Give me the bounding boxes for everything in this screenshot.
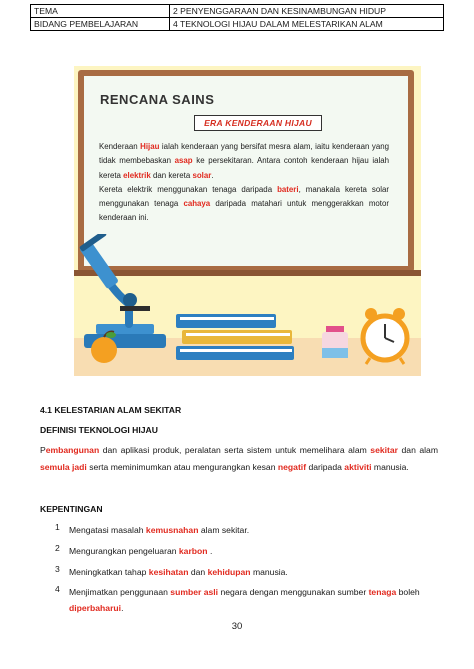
text-run: dan [188,567,208,577]
importance-heading: KEPENTINGAN [40,504,103,514]
page-number: 30 [231,621,243,632]
text-run: ke persekitaran. Antara contoh kenderaan hijau ialah kereta [99,156,389,180]
highlighted-term: solar [192,170,212,180]
highlighted-term: sekitar [370,445,399,455]
text-run: boleh [396,587,420,597]
highlighted-term: sumber asli [170,587,219,597]
header-row [31,18,444,31]
header-label: TEMA [31,5,170,18]
highlighted-term: semula jadi [40,462,87,472]
list-number: 4 [55,584,60,594]
text-run: Mengatasi masalah [69,525,146,535]
board-banner [194,115,322,131]
text-run: Kenderaan [99,142,141,151]
text-run: . [207,546,213,556]
text-run: . [211,170,214,180]
highlighted-term: kemusnahan [145,525,199,535]
highlighted-term: embangunan [45,445,100,455]
apple-illustration [84,330,124,364]
board-body [99,140,389,226]
list-text [69,584,439,616]
highlighted-term: diperbaharui [69,603,122,613]
list-number: 2 [55,543,60,553]
highlighted-term: elektrik [123,170,151,180]
books-illustration [176,314,306,364]
text-run: Kereta elektrik menggunakan tenaga daripada [99,184,278,194]
text-run: serta meminimumkan atau mengurangkan kesan [86,462,278,472]
highlighted-term: karbon [178,546,208,556]
definition-paragraph [40,442,438,476]
text-run: negara dengan menggunakan sumber [218,587,369,597]
text-run: Meningkatkan tahap [69,567,149,577]
board-banner-text: ERA KENDERAAN HIJAU [204,118,312,128]
highlighted-term: Hijau [140,142,160,151]
text-run: manusia. [250,567,288,577]
text-run: daripada [306,462,345,472]
list-number: 1 [55,522,60,532]
text-run: alam sekitar. [198,525,250,535]
text-run: manusia. [371,462,409,472]
highlighted-term: kehidupan [207,567,251,577]
list-text [69,543,439,559]
text-run: Mengurangkan pengeluaran [69,546,179,556]
list-text [69,564,439,580]
text-run: daripada matahari untuk menggerakkan motor kenderaan ini. [99,199,389,223]
highlighted-term: aktiviti [344,462,372,472]
highlighted-term: tenaga [368,587,397,597]
highlighted-term: negatif [277,462,307,472]
list-number: 3 [55,564,60,574]
text-run: ialah kenderaan yang bersifat mesra alam, iaitu kenderaan yang tidak membebaskan [99,142,389,166]
definition-heading: DEFINISI TEKNOLOGI HIJAU [40,425,158,435]
header-row [31,5,444,18]
highlighted-term: cahaya [183,199,211,209]
header-label: BIDANG PEMBELAJARAN [31,18,170,31]
text-run: . [121,603,124,613]
list-text [69,522,439,538]
header-value: 4 TEKNOLOGI HIJAU DALAM MELESTARIKAN ALAM [170,18,444,31]
highlighted-term: bateri [277,184,299,194]
board-paragraph [99,183,389,226]
section-heading: 4.1 KELESTARIAN ALAM SEKITAR [40,405,182,415]
text-run: dan alam [398,445,438,455]
text-run: dan kereta [150,170,193,180]
text-run: Menjimatkan penggunaan [69,587,171,597]
header-table [30,4,444,31]
header-value: 2 PENYENGGARAAN DAN KESINAMBUNGAN HIDUP [170,5,444,18]
text-run: dan aplikasi produk, peralatan serta sistem untuk memelihara alam [99,445,371,455]
clock-illustration [358,306,412,366]
definition-text [40,442,438,476]
text-run: , manakala kereta solar menggunakan tenaga [99,184,390,209]
highlighted-term: asap [174,156,193,166]
board-title: RENCANA SAINS [100,92,215,107]
bottle-illustration [318,326,352,360]
highlighted-term: kesihatan [148,567,189,577]
text-run: P [40,445,46,455]
board-paragraph [99,140,389,183]
